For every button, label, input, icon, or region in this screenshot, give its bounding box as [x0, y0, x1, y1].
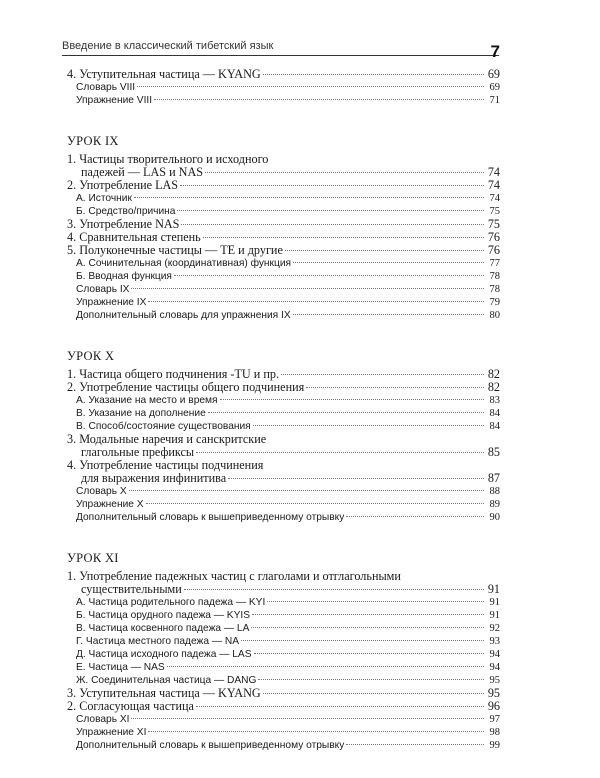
toc-subentry[interactable]: [67, 257, 500, 270]
toc-entry[interactable]: [67, 179, 500, 192]
dot-leader: [267, 601, 484, 602]
toc-subentry[interactable]: [67, 609, 500, 622]
toc-page-number: 91: [489, 597, 500, 608]
dot-leader: [254, 653, 485, 654]
dot-leader: [131, 288, 484, 289]
toc-page-number: 95: [487, 686, 500, 700]
toc-entry-title: Упражнение XI: [76, 727, 147, 738]
toc-subentry[interactable]: [67, 648, 500, 661]
toc-page-number: 93: [489, 636, 500, 647]
toc-page-number: 76: [487, 230, 500, 244]
page-number: 7: [490, 42, 500, 61]
toc-entry-title: 4. Сравнительная степень: [67, 230, 201, 244]
dot-leader: [263, 693, 484, 694]
toc-subentry[interactable]: [67, 296, 500, 309]
toc-subentry[interactable]: [67, 94, 500, 107]
toc-section: [67, 68, 500, 107]
dot-leader: [258, 679, 484, 680]
toc-entry[interactable]: [67, 459, 500, 485]
toc-page-number: 69: [487, 67, 500, 81]
toc-subentry[interactable]: [67, 511, 500, 524]
dot-leader: [241, 640, 484, 641]
dot-leader: [134, 197, 484, 198]
toc-subentry[interactable]: [67, 739, 500, 752]
dot-leader: [131, 718, 484, 719]
toc-entry-title: Упражнение X: [76, 499, 144, 510]
toc-page-number: 75: [487, 217, 500, 231]
dot-leader: [196, 706, 484, 707]
toc-entry-title: 3. Модальные наречия и санскритские: [67, 432, 267, 446]
toc-entry-title: Дополнительный словарь к вышеприведенному отрывку: [76, 740, 345, 751]
toc-entry-title: Е. Частица — NAS: [76, 662, 165, 673]
toc-page-number: 90: [489, 512, 500, 523]
toc-page-number: 84: [489, 408, 500, 419]
toc-entry-title-continued: существительными: [81, 582, 182, 596]
toc-page-number: 88: [489, 486, 500, 497]
toc-page-number: 79: [489, 297, 500, 308]
toc-page-number: 89: [489, 499, 500, 510]
dot-leader: [253, 425, 484, 426]
dot-leader: [181, 224, 484, 225]
toc-entry-title: Упражнение VIII: [76, 95, 153, 106]
toc-page-number: 82: [487, 380, 500, 394]
toc-page-number: 96: [487, 699, 500, 713]
toc-entry-title: 3. Употребление NAS: [67, 217, 180, 231]
toc-subentry[interactable]: [67, 713, 500, 726]
toc-entry-title: А. Указание на место и время: [76, 395, 218, 406]
toc-page-number: 75: [489, 206, 500, 217]
toc-entry-title: А. Частица родительного падежа — KYI: [76, 597, 266, 608]
toc-entry[interactable]: [67, 244, 500, 257]
toc-entry-title: 1. Употребление падежных частиц с глаголами и отглагольными: [67, 569, 401, 583]
toc-subentry[interactable]: [67, 635, 500, 648]
toc-entry[interactable]: [67, 570, 500, 596]
toc-subentry[interactable]: [67, 394, 500, 407]
toc-entry[interactable]: [67, 433, 500, 459]
toc-page-number: 77: [489, 258, 500, 269]
lesson-heading: УРОК IX: [67, 134, 119, 148]
toc-page-number: 76: [487, 243, 500, 257]
toc-entry-title-continued: для выражения инфинитива: [81, 471, 227, 485]
lesson-heading: УРОК XI: [67, 551, 119, 565]
toc-page-number: 85: [487, 445, 500, 459]
toc-entry-title: 1. Частица общего подчинения -TU и пр.: [67, 367, 280, 381]
toc-page-number: 74: [487, 165, 500, 179]
toc-subentry[interactable]: [67, 661, 500, 674]
toc-section: [67, 550, 500, 752]
toc-entry[interactable]: [67, 700, 500, 713]
toc-page-number: 84: [489, 421, 500, 432]
toc-entry[interactable]: [67, 68, 500, 81]
toc-subentry[interactable]: [67, 192, 500, 205]
dot-leader: [251, 627, 484, 628]
dot-leader: [137, 86, 484, 87]
dot-leader: [167, 666, 484, 667]
dot-leader: [281, 374, 484, 375]
toc-subentry[interactable]: [67, 270, 500, 283]
toc-entry-title: 4. Употребление частицы подчинения: [67, 458, 264, 472]
toc-page-number: 92: [489, 623, 500, 634]
toc-entry-title: Г. Частица местного падежа — NA: [76, 636, 240, 647]
dot-leader: [203, 237, 484, 238]
dot-leader: [129, 490, 484, 491]
toc-page-number: 78: [489, 284, 500, 295]
toc-entry-title: Ж. Соединительная частица — DANG: [76, 675, 257, 686]
toc-entry-title: Б. Частица орудного падежа — KYIS: [76, 610, 251, 621]
toc-page-number: 98: [489, 727, 500, 738]
dot-leader: [220, 399, 484, 400]
toc-page-number: 74: [489, 193, 500, 204]
toc-page-number: 71: [489, 95, 500, 106]
toc-entry-title: Б. Вводная функция: [76, 271, 172, 282]
toc-subentry[interactable]: [67, 622, 500, 635]
toc-entry[interactable]: [67, 381, 500, 394]
dot-leader: [177, 210, 484, 211]
dot-leader: [146, 503, 484, 504]
dot-leader: [205, 172, 484, 173]
toc-entry-title: А. Сочинительная (координативная) функция: [76, 258, 292, 269]
dot-leader: [306, 387, 484, 388]
toc-page-number: 87: [487, 471, 500, 485]
toc-page-number: 78: [489, 271, 500, 282]
toc-page-number: 94: [489, 662, 500, 673]
table-of-contents: [67, 68, 500, 778]
dot-leader: [208, 412, 484, 413]
toc-entry-title: Словарь IX: [76, 284, 130, 295]
dot-leader: [196, 452, 484, 453]
dot-leader: [228, 478, 484, 479]
toc-section: [67, 133, 500, 322]
toc-page-number: 91: [487, 582, 500, 596]
toc-entry-title: Словарь X: [76, 486, 127, 497]
toc-entry-title: 4. Уступительная частица — KYANG: [67, 67, 261, 81]
toc-entry-title: 5. Полуконечные частицы — TE и другие: [67, 243, 283, 257]
toc-subentry[interactable]: [67, 485, 500, 498]
running-head-title: Введение в классический тибетский язык: [62, 40, 274, 52]
toc-entry-title: В. Частица косвенного падежа — LA: [76, 623, 250, 634]
toc-subentry[interactable]: [67, 81, 500, 94]
toc-entry-title: 2. Употребление LAS: [67, 178, 179, 192]
dot-leader: [252, 614, 484, 615]
toc-entry-title-continued: падежей — LAS и NAS: [81, 165, 204, 179]
toc-page-number: 99: [489, 740, 500, 751]
toc-entry-title: Словарь VIII: [76, 82, 136, 93]
dot-leader: [148, 731, 484, 732]
toc-page-number: 74: [487, 178, 500, 192]
toc-entry-title: 1. Частицы творительного и исходного: [67, 152, 269, 166]
dot-leader: [346, 744, 484, 745]
toc-page-number: 91: [489, 610, 500, 621]
dot-leader: [285, 250, 484, 251]
toc-page-number: 94: [489, 649, 500, 660]
toc-entry-title-continued: глагольные префиксы: [81, 445, 195, 459]
dot-leader: [263, 74, 484, 75]
toc-entry-title: Д. Частица исходного падежа — LAS: [76, 649, 252, 660]
toc-subentry[interactable]: [67, 498, 500, 511]
toc-page-number: 69: [489, 82, 500, 93]
dot-leader: [293, 262, 484, 263]
toc-page-number: 95: [489, 675, 500, 686]
running-head-rule: [62, 55, 499, 56]
toc-entry-title: Упражнение IX: [76, 297, 147, 308]
toc-entry-title: А. Источник: [76, 193, 132, 204]
dot-leader: [180, 185, 484, 186]
dot-leader: [154, 99, 484, 100]
toc-subentry[interactable]: [67, 283, 500, 296]
toc-subentry[interactable]: [67, 407, 500, 420]
toc-entry-title: 2. Употребление частицы общего подчинения: [67, 380, 305, 394]
toc-page-number: 83: [489, 395, 500, 406]
toc-entry-title: Дополнительный словарь к вышеприведенному отрывку: [76, 512, 345, 523]
toc-page-number: 82: [487, 367, 500, 381]
toc-entry-title: Словарь XI: [76, 714, 130, 725]
toc-subentry[interactable]: [67, 309, 500, 322]
toc-entry-title: Б. Средство/причина: [76, 206, 176, 217]
toc-entry-title: В. Способ/состояние существования: [76, 421, 251, 432]
dot-leader: [293, 314, 484, 315]
dot-leader: [174, 275, 484, 276]
dot-leader: [148, 301, 484, 302]
toc-entry[interactable]: [67, 153, 500, 179]
toc-entry-title: 2. Согласующая частица: [67, 699, 194, 713]
toc-subentry[interactable]: [67, 726, 500, 739]
toc-page-number: 97: [489, 714, 500, 725]
toc-section: [67, 348, 500, 524]
lesson-heading: УРОК X: [67, 349, 115, 363]
toc-subentry[interactable]: [67, 596, 500, 609]
toc-page-number: 80: [489, 310, 500, 321]
dot-leader: [346, 516, 484, 517]
toc-entry-title: 3. Уступительная частица — KYANG: [67, 686, 261, 700]
toc-entry-title: В. Указание на дополнение: [76, 408, 206, 419]
toc-entry-title: Дополнительный словарь для упражнения IX: [76, 310, 291, 321]
dot-leader: [184, 589, 484, 590]
